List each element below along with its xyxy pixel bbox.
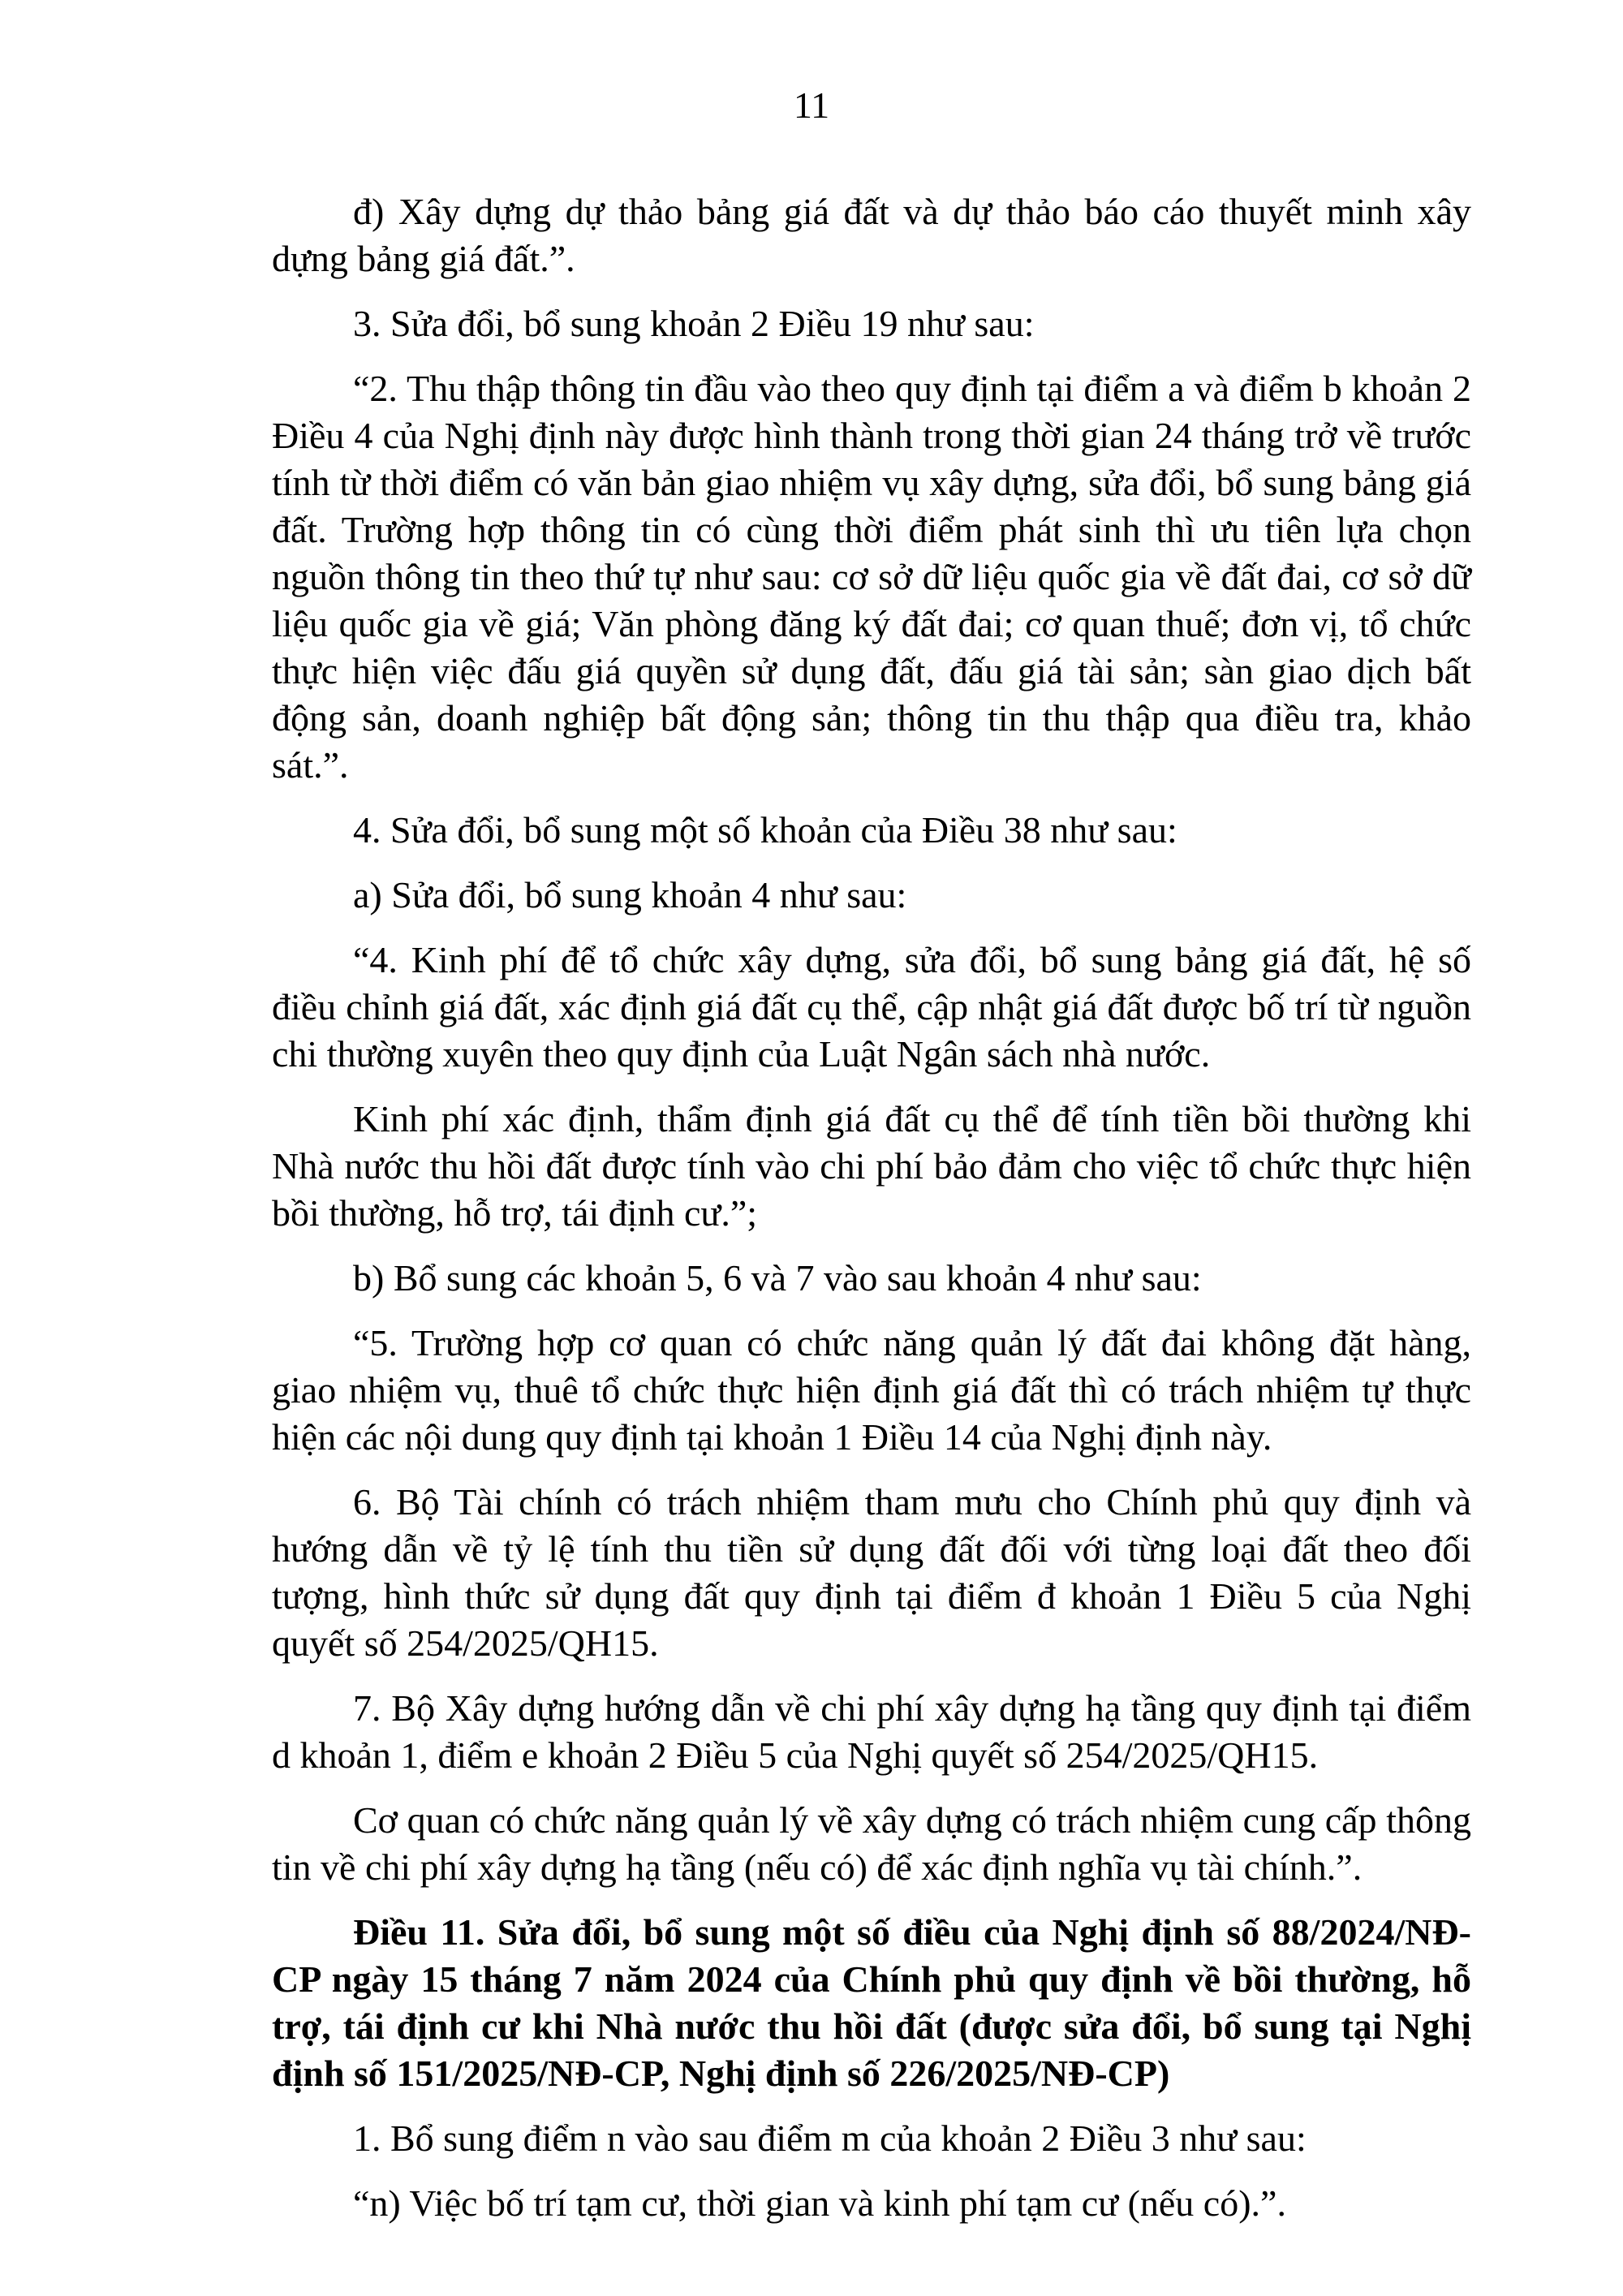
paragraph-item-3: 3. Sửa đổi, bổ sung khoản 2 Điều 19 như sau: xyxy=(353,303,1035,344)
page-number: 11 xyxy=(793,84,830,126)
paragraph-point-dd: đ) Xây dựng dự thảo bảng giá đất và dự thảo báo cáo thuyết minh xây dựng bảng giá đất.”. xyxy=(272,191,1471,279)
paragraph-point-n: “n) Việc bố trí tạm cư, thời gian và kinh phí tạm cư (nếu có).”. xyxy=(353,2182,1286,2224)
article-11-heading: Điều 11. Sửa đổi, bổ sung một số điều của Nghị định số 88/2024/NĐ-CP ngày 15 tháng 7 năm 2024 của Chính phủ quy định về bồi thường, hỗ trợ, tái định cư khi Nhà nước thu hồi đất (được sửa đổi, bổ sung tại Nghị định số 151/2025/NĐ-CP, Nghị định số 226/2025/NĐ-CP) xyxy=(272,1911,1471,2094)
paragraph-clause-7: 7. Bộ Xây dựng hướng dẫn về chi phí xây dựng hạ tầng quy định tại điểm d khoản 1, điểm e khoản 2 Điều 5 của Nghị quyết số 254/2025/QH15. xyxy=(272,1687,1471,1776)
paragraph-construction-agency: Cơ quan có chức năng quản lý về xây dựng có trách nhiệm cung cấp thông tin về chi phí xây dựng hạ tầng (nếu có) để xác định nghĩa vụ tài chính.”. xyxy=(272,1799,1471,1888)
paragraph-point-a: a) Sửa đổi, bổ sung khoản 4 như sau: xyxy=(353,874,907,915)
paragraph-article-11-item-1: 1. Bổ sung điểm n vào sau điểm m của khoản 2 Điều 3 như sau: xyxy=(353,2117,1307,2159)
paragraph-clause-4: “4. Kinh phí để tổ chức xây dựng, sửa đổi, bổ sung bảng giá đất, hệ số điều chỉnh giá đất, xác định giá đất cụ thể, cập nhật giá đất được bố trí từ nguồn chi thường xuyên theo quy định của Luật Ngân sách nhà nước. xyxy=(272,939,1471,1075)
paragraph-clause-6: 6. Bộ Tài chính có trách nhiệm tham mưu cho Chính phủ quy định và hướng dẫn về tỷ lệ tính thu tiền sử dụng đất đối với từng loại đất theo đối tượng, hình thức sử dụng đất quy định tại điểm đ khoản 1 Điều 5 của Nghị quyết số 254/2025/QH15. xyxy=(272,1481,1471,1664)
paragraph-point-b: b) Bổ sung các khoản 5, 6 và 7 vào sau khoản 4 như sau: xyxy=(353,1257,1202,1299)
paragraph-clause-2: “2. Thu thập thông tin đầu vào theo quy định tại điểm a và điểm b khoản 2 Điều 4 của Nghị định này được hình thành trong thời gian 24 tháng trở về trước tính từ thời điểm có văn bản giao nhiệm vụ xây dựng, sửa đổi, bổ sung bảng giá đất. Trường hợp thông tin có cùng thời điểm phát sinh thì ưu tiên lựa chọn nguồn thông tin theo thứ tự như sau: cơ sở dữ liệu quốc gia về đất đai, cơ sở dữ liệu quốc gia về giá; Văn phòng đăng ký đất đai; cơ quan thuế; đơn vị, tổ chức thực hiện việc đấu giá quyền sử dụng đất, đấu giá tài sản; sàn giao dịch bất động sản, doanh nghiệp bất động sản; thông tin thu thập qua điều tra, khảo sát.”. xyxy=(272,368,1471,786)
paragraph-item-4: 4. Sửa đổi, bổ sung một số khoản của Điều 38 như sau: xyxy=(353,809,1177,851)
document-body xyxy=(272,188,1471,2245)
paragraph-funding: Kinh phí xác định, thẩm định giá đất cụ thể để tính tiền bồi thường khi Nhà nước thu hồi đất được tính vào chi phí bảo đảm cho việc tổ chức thực hiện bồi thường, hỗ trợ, tái định cư.”; xyxy=(272,1098,1471,1234)
paragraph-clause-5: “5. Trường hợp cơ quan có chức năng quản lý đất đai không đặt hàng, giao nhiệm vụ, thuê tổ chức thực hiện định giá đất thì có trách nhiệm tự thực hiện các nội dung quy định tại khoản 1 Điều 14 của Nghị định này. xyxy=(272,1322,1471,1458)
